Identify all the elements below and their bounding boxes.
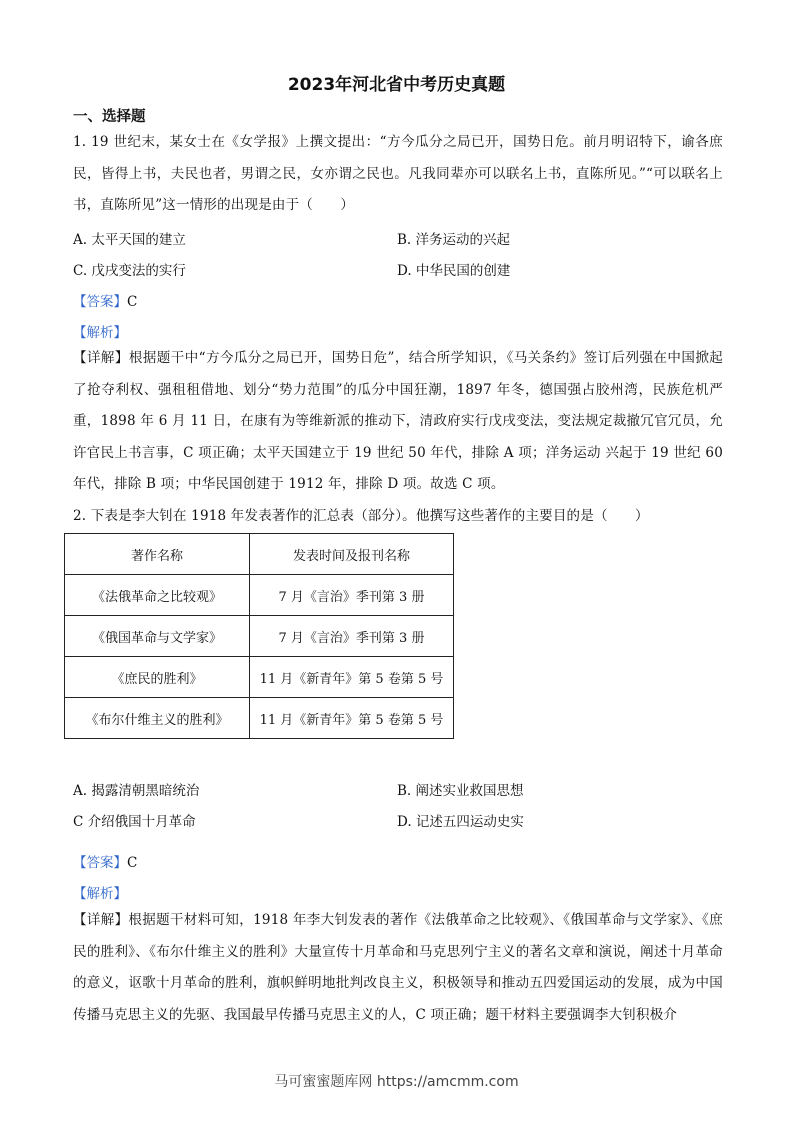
answer-tag: 【答案】 [73,855,127,871]
answer-tag: 【答案】 [73,294,127,310]
q2-option-b: B. 阐述实业救国思想 [397,783,524,799]
table-cell: 7 月《言治》季刊第 3 册 [250,575,454,616]
analysis-tag: 【解析】 [73,886,127,902]
table-header: 发表时间及报刊名称 [250,534,454,575]
page-footer: 马可蜜蜜题库网 https://amcmm.com [274,1074,519,1090]
table-cell: 11 月《新青年》第 5 卷第 5 号 [250,657,454,698]
question-2-stem: 2. 下表是李大钊在 1918 年发表著作的汇总表（部分）。他撰写这些著作的主要目的是（ ） [73,508,649,524]
table-cell: 《俄国革命与文学家》 [65,616,250,657]
table-row [65,698,454,739]
table-header-row [65,534,454,575]
q1-analysis [73,321,127,341]
q1-option-a: A. 太平天国的建立 [73,232,186,248]
q2-answer [73,851,137,871]
works-table [64,533,454,739]
answer-value: C [127,855,138,871]
table-row [65,575,454,616]
q2-detail: 【详解】根据题干材料可知，1918 年李大钊发表的著作《法俄革命之比较观》、《俄国革命与文学家》、《庶民的胜利》、《布尔什维主义的胜利》大量宣传十月革命和马克思列宁主义的著名文章和演说，阐述十月革命的意义，讴歌十月革命的胜利，旗帜鲜明地批判改良主义，积极领导和推动五四爱国运动的发展，成为中国传播马克思主义的先驱、我国最早传播马克思主义的人，C 项正确；题干材料主要强调李大钊积极介 [73,912,723,1023]
q1-option-b: B. 洋务运动的兴起 [397,232,511,248]
table-header: 著作名称 [65,534,250,575]
q1-option-c: C. 戊戌变法的实行 [73,263,186,279]
table-row [65,616,454,657]
table-cell: 7 月《言治》季刊第 3 册 [250,616,454,657]
page-title: 2023年河北省中考历史真题 [287,75,506,95]
table-cell: 《庶民的胜利》 [65,657,250,698]
q1-option-d: D. 中华民国的创建 [397,263,511,279]
q1-answer [73,290,137,310]
question-1-stem: 1. 19 世纪末，某女士在《女学报》上撰文提出：“方今瓜分之局已开，国势日危。前月明诏特下，谕各庶民，皆得上书，夫民也者，男谓之民，女亦谓之民也。凡我同辈亦可以联名上书，直陈所见。”“可以联名上书，直陈所见”这一情形的出现是由于（ ） [73,134,723,213]
q2-option-d: D. 记述五四运动史实 [397,814,524,830]
table-row [65,657,454,698]
q2-option-a: A. 揭露清朝黑暗统治 [73,783,200,799]
q1-detail: 【详解】根据题干中“方今瓜分之局已开，国势日危”，结合所学知识，《马关条约》签订后列强在中国掀起了抢夺利权、强租租借地、划分“势力范围”的瓜分中国狂潮，1897 年冬，德国强占胶州湾，民族危机严重，1898 年 6 月 11 日，在康有为等维新派的推动下，清政府实行戊戌变法，变法规定裁撤冗官冗员，允许官民上书言事，C 项正确；太平天国建立于 19 世纪 50 年代，排除 A 项；洋务运动 兴起于 19 世纪 60 年代，排除 B 项；中华民国创建于 1912 年，排除 D 项。故选 C 项。 [73,350,723,492]
table-cell: 11 月《新青年》第 5 卷第 5 号 [250,698,454,739]
q2-option-c: C 介绍俄国十月革命 [73,814,196,830]
answer-value: C [127,294,138,310]
section-heading: 一、选择题 [73,109,146,125]
q2-analysis [73,882,127,902]
table-cell: 《法俄革命之比较观》 [65,575,250,616]
analysis-tag: 【解析】 [73,325,127,341]
table-cell: 《布尔什维主义的胜利》 [65,698,250,739]
